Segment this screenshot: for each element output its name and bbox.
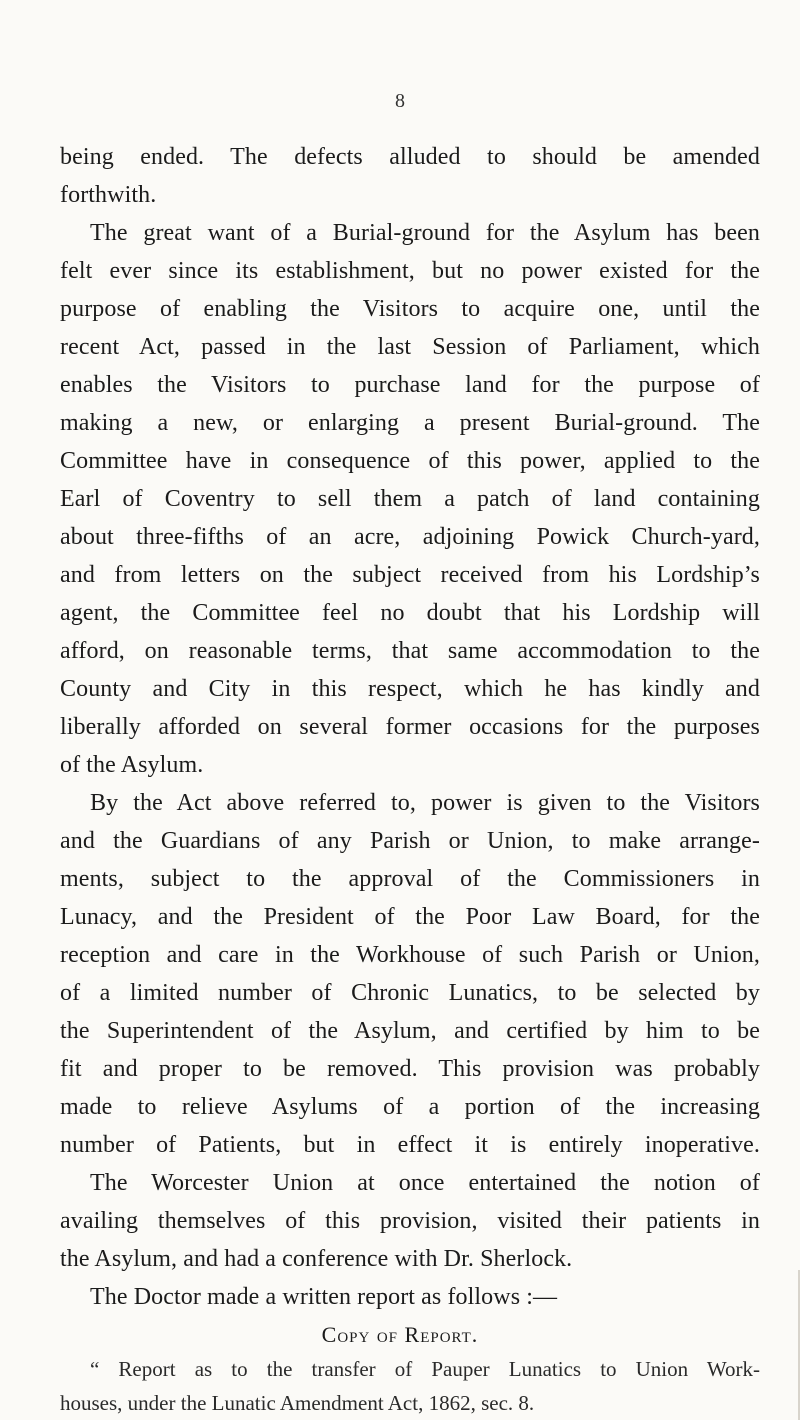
text-line: afford, on reasonable terms, that same accommodation to the bbox=[60, 638, 760, 664]
section-heading: Copy of Report. bbox=[321, 1322, 479, 1347]
text-line: Earl of Coventry to sell them a patch of land containing bbox=[60, 486, 760, 512]
text-line: of the Asylum. bbox=[60, 752, 204, 778]
text-line: Committee have in consequence of this power, applied to the bbox=[60, 448, 760, 474]
text-line: availing themselves of this provision, visited their patients in bbox=[60, 1208, 760, 1234]
text-line: and from letters on the subject received from his Lordship’s bbox=[60, 562, 760, 588]
text-line: liberally afforded on several former occasions for the purposes bbox=[60, 714, 760, 740]
text-line: number of Patients, but in effect it is entirely inoperative. bbox=[60, 1132, 760, 1158]
text-line: the Superintendent of the Asylum, and certified by him to be bbox=[60, 1018, 760, 1044]
text-line: recent Act, passed in the last Session of Parliament, which bbox=[60, 334, 760, 360]
text-line: being ended. The defects alluded to should be amended bbox=[60, 144, 760, 170]
text-line: the Asylum, and had a conference with Dr. Sherlock. bbox=[60, 1246, 573, 1272]
text-line: By the Act above referred to, power is given to the Visitors bbox=[90, 790, 760, 816]
text-line: agent, the Committee feel no doubt that his Lordship will bbox=[60, 600, 760, 626]
text-line: of a limited number of Chronic Lunatics, to be selected by bbox=[60, 980, 760, 1006]
text-line: The great want of a Burial-ground for the Asylum has been bbox=[90, 220, 760, 246]
text-line: County and City in this respect, which he has kindly and bbox=[60, 676, 760, 702]
quoted-report bbox=[60, 1352, 760, 1420]
body-text bbox=[60, 138, 760, 1316]
text-line: and the Guardians of any Parish or Union, to make arrange- bbox=[60, 828, 760, 854]
text-line: felt ever since its establishment, but no power existed for the bbox=[60, 258, 760, 284]
text-line: The Doctor made a written report as follows :— bbox=[90, 1284, 558, 1310]
text-line: purpose of enabling the Visitors to acquire one, until the bbox=[60, 296, 760, 322]
text-line: made to relieve Asylums of a portion of the increasing bbox=[60, 1094, 760, 1120]
text-line: about three-fifths of an acre, adjoining Powick Church-yard, bbox=[60, 524, 760, 550]
text-line: ments, subject to the approval of the Commissioners in bbox=[60, 866, 760, 892]
text-line: Lunacy, and the President of the Poor Law Board, for the bbox=[60, 904, 760, 930]
text-line: The Worcester Union at once entertained the notion of bbox=[90, 1170, 760, 1196]
quote-line: houses, under the Lunatic Amendment Act, 1862, sec. 8. bbox=[60, 1391, 535, 1415]
text-line: fit and proper to be removed. This provision was probably bbox=[60, 1056, 760, 1082]
text-line: making a new, or enlarging a present Burial-ground. The bbox=[60, 410, 760, 436]
page-number: 8 bbox=[395, 90, 405, 112]
text-line: forthwith. bbox=[60, 182, 157, 208]
text-line: enables the Visitors to purchase land for the purpose of bbox=[60, 372, 760, 398]
text-line: reception and care in the Workhouse of such Parish or Union, bbox=[60, 942, 760, 968]
quote-line: “ Report as to the transfer of Pauper Lunatics to Union Work- bbox=[90, 1357, 760, 1381]
